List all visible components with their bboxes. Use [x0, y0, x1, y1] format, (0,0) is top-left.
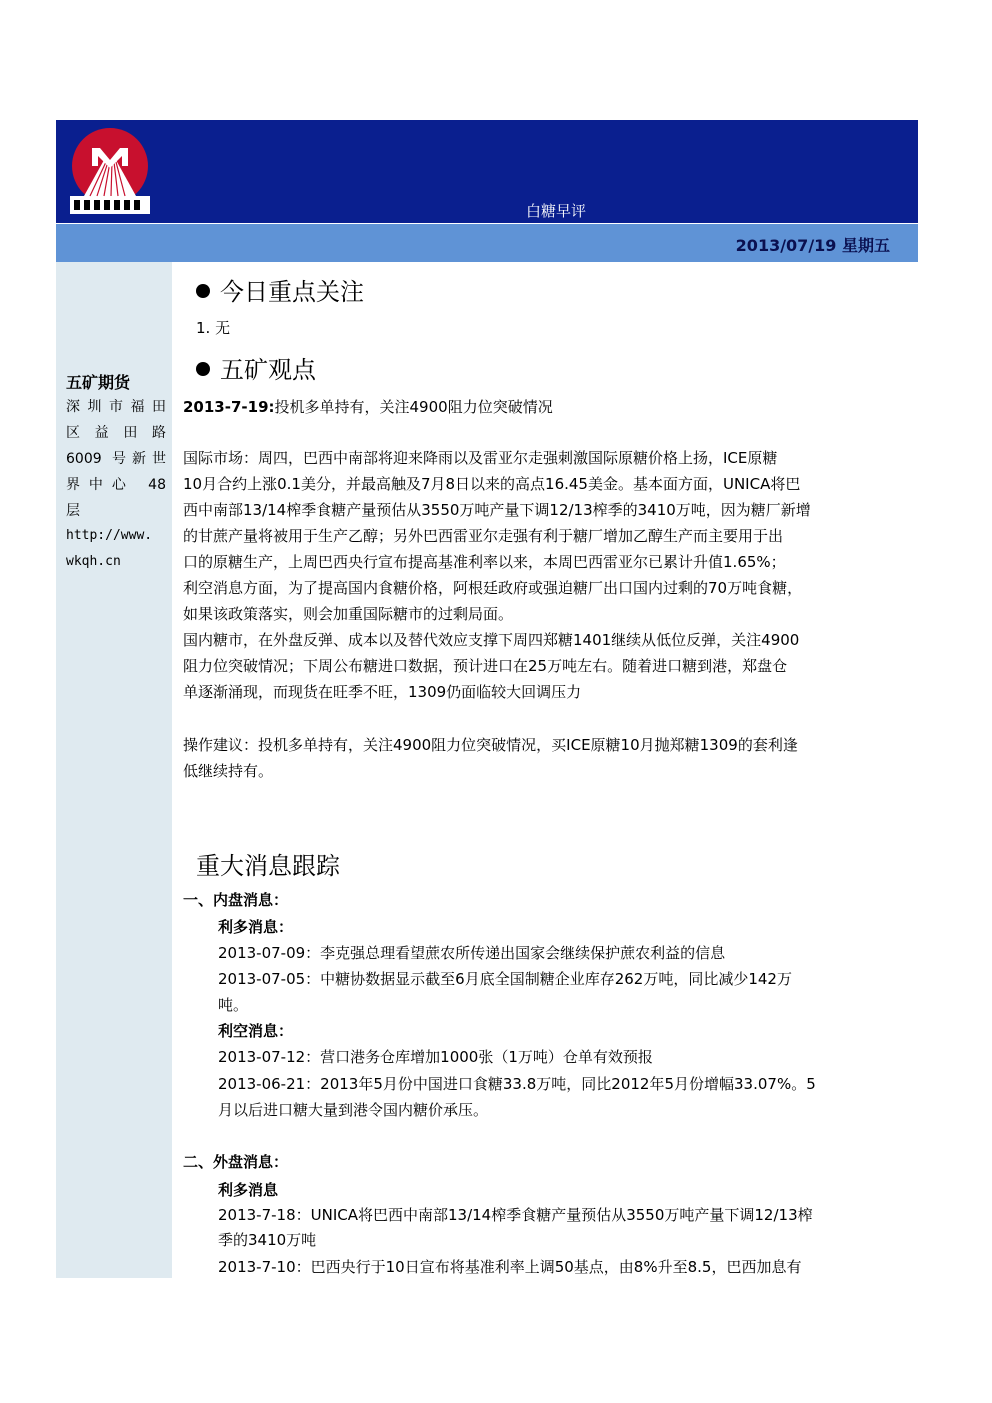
view-paragraph-line: 如果该政策落实，则会加重国际糖市的过剩局面。: [183, 605, 514, 623]
view-summary: [183, 394, 553, 420]
news-item: 2013-07-09：李克强总理看望蔗农所传递出国家会继续保护蔗农利益的信息: [218, 944, 726, 962]
news-item: 2013-7-10：巴西央行于10日宣布将基准利率上调50基点，由8%升至8.5，巴西加息有: [218, 1258, 802, 1276]
bullet-icon: [196, 362, 210, 376]
view-date: 2013-7-19:: [183, 398, 275, 416]
view-paragraph-line: 国际市场：周四，巴西中南部将迎来降雨以及雷亚尔走强刺激国际原糖价格上扬，ICE原糖: [183, 449, 778, 467]
view-paragraph-line: 的甘蔗产量将被用于生产乙醇；另外巴西雷亚尔走强有利于糖厂增加乙醇生产而主要用于出: [183, 527, 784, 545]
sidebar: [56, 262, 172, 1278]
bullet-icon: [196, 284, 210, 298]
date-bar: [56, 224, 918, 262]
report-date: 2013/07/19 星期五: [735, 236, 890, 255]
address-line: 深圳市福田: [66, 399, 166, 415]
foreign-heading: 二、外盘消息：: [183, 1153, 289, 1171]
view-paragraph-line: 阻力位突破情况；下周公布糖进口数据，预计进口在25万吨左右。随着进口糖到港，郑盘仓: [183, 657, 788, 675]
news-item: 季的3410万吨: [218, 1231, 317, 1249]
website-line[interactable]: http://www.: [66, 528, 153, 543]
advice-line: 低继续持有。: [183, 762, 274, 780]
advice-line: 操作建议：投机多单持有，关注4900阻力位突破情况，买ICE原糖10月抛郑糖1309的套利逢: [183, 736, 798, 754]
address-line: 6009 号新世: [66, 451, 166, 467]
foreign-bull-label: 利多消息: [218, 1181, 279, 1199]
view-paragraph-line: 国内糖市，在外盘反弹、成本以及替代效应支撑下周四郑糖1401继续从低位反弹，关注4900: [183, 631, 800, 649]
report-title: 白糖早评: [526, 202, 587, 220]
domestic-heading: 一、内盘消息：: [183, 891, 289, 909]
news-title: 重大消息跟踪: [196, 852, 340, 880]
news-item: 吨。: [218, 996, 249, 1014]
view-paragraph-line: 单逐渐涌现，而现货在旺季不旺，1309仍面临较大回调压力: [183, 683, 582, 701]
news-item: 月以后进口糖大量到港令国内糖价承压。: [218, 1101, 489, 1119]
news-item: 2013-7-18：UNICA将巴西中南部13/14榨季食糖产量预估从3550万吨产量下调12/13榨: [218, 1206, 813, 1224]
news-item: 2013-06-21：2013年5月份中国进口食糖33.8万吨，同比2012年5月份增幅33.07%。5: [218, 1075, 816, 1093]
news-item: 2013-07-12：营口港务仓库增加1000张（1万吨）仓单有效预报: [218, 1048, 653, 1066]
address-line: 区益田路: [66, 425, 166, 441]
address-line: 界中心 48: [66, 477, 166, 493]
domestic-bear-label: 利空消息：: [218, 1022, 294, 1040]
focus-item: 1. 无: [196, 319, 231, 337]
company-name: 五矿期货: [66, 373, 131, 392]
website-line[interactable]: wkqh.cn: [66, 554, 121, 569]
view-paragraph-line: 口的原糖生产，上周巴西央行宣布提高基准利率以来，本周巴西雷亚尔已累计升值1.65%；: [183, 553, 786, 571]
focus-heading: 今日重点关注: [196, 272, 364, 307]
report-header: [56, 120, 918, 223]
minmetals-logo-icon: [64, 126, 156, 218]
domestic-bull-label: 利多消息：: [218, 918, 294, 936]
view-paragraph-line: 西中南部13/14榨季食糖产量预估从3550万吨产量下调12/13榨季的3410万吨，因为糖厂新增: [183, 501, 811, 519]
address-line: 层: [66, 503, 80, 519]
view-heading: 五矿观点: [196, 350, 316, 385]
view-summary-text: 投机多单持有，关注4900阻力位突破情况: [274, 398, 553, 416]
view-paragraph-line: 利空消息方面，为了提高国内食糖价格，阿根廷政府或强迫糖厂出口国内过剩的70万吨食糖，: [183, 579, 803, 597]
view-paragraph-line: 10月合约上涨0.1美分，并最高触及7月8日以来的高点16.45美金。基本面方面，UNICA将巴: [183, 475, 801, 493]
news-item: 2013-07-05：中糖协数据显示截至6月底全国制糖企业库存262万吨，同比减少142万: [218, 970, 792, 988]
